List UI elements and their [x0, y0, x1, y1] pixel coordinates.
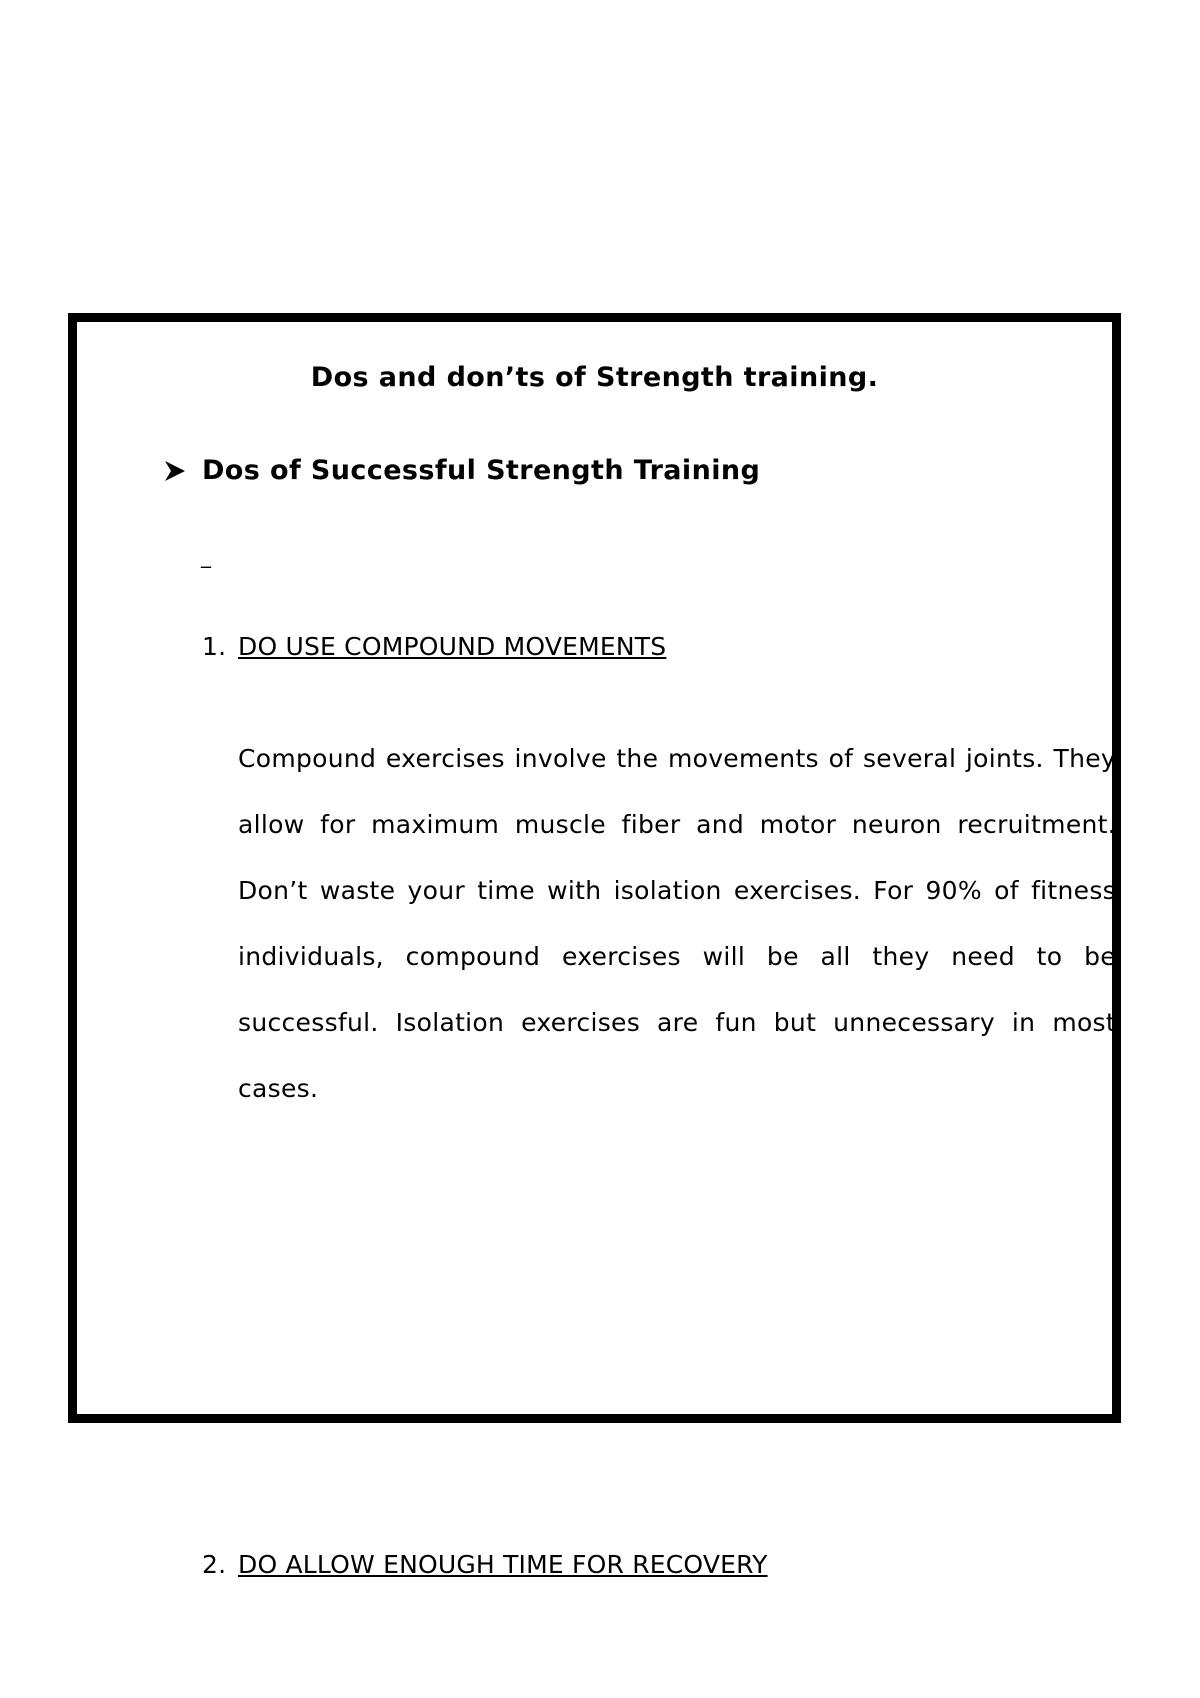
list-item-label: DO ALLOW ENOUGH TIME FOR RECOVERY: [238, 1550, 768, 1579]
list-item-2: [202, 1550, 768, 1579]
dash-marker: _: [201, 544, 211, 568]
list-item-number: 1.: [202, 632, 227, 661]
list-item-label: DO USE COMPOUND MOVEMENTS: [238, 632, 667, 661]
section-heading: [162, 455, 760, 486]
list-item-body: Compound exercises involve the movements of several joints. They allow for maximum muscle fiber and motor neuron recruitment. Don’t waste your time with isolation exercises. For 90% of fitness individuals, compound exercises will be all they need to be successful. Isolation exercises are fun but unnecessary in most cases.: [238, 744, 1116, 1103]
section-heading-text: Dos of Successful Strength Training: [202, 455, 761, 486]
list-item-number: 2.: [202, 1550, 227, 1579]
document-border-frame: [68, 313, 1121, 1579]
document-title: Dos and don’ts of Strength training.: [310, 362, 879, 393]
arrow-bullet-icon: [162, 458, 188, 484]
list-item-1: [202, 632, 666, 661]
